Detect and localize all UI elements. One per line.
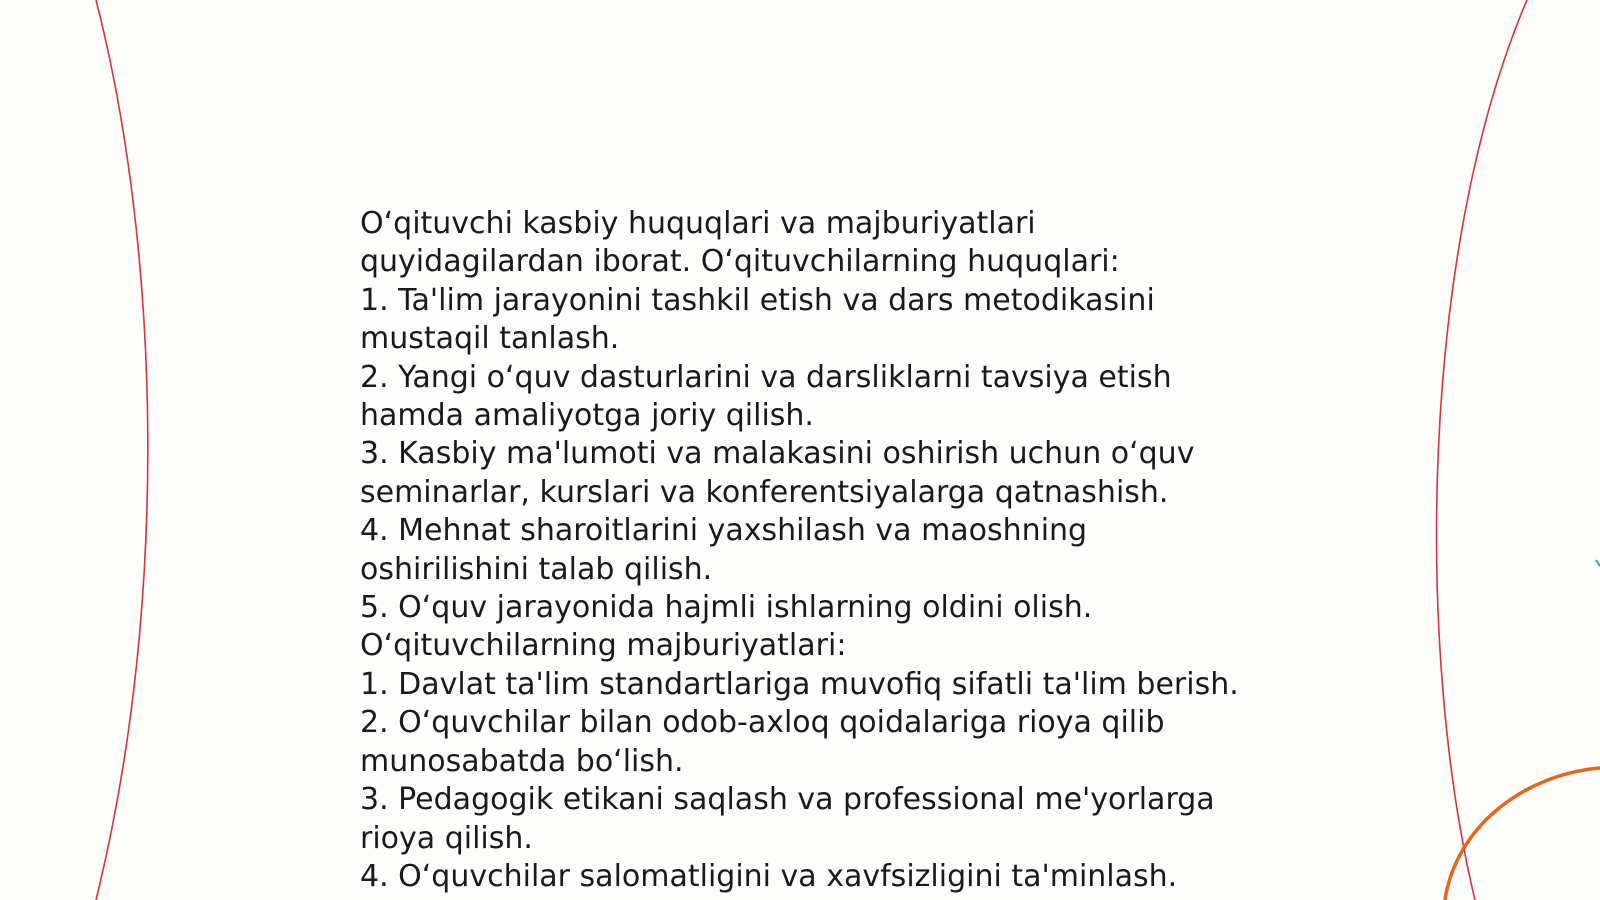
text-line: 4. Oʻquvchilar salomatligini va xavfsizligini ta'minlash.	[360, 858, 1178, 894]
text-line: munosabatda boʻlish.	[360, 743, 684, 779]
text-line: 1. Davlat ta'lim standartlariga muvofiq sifatli ta'lim berish.	[360, 666, 1239, 702]
text-line: rioya qilish.	[360, 820, 533, 856]
text-line: oshirilishini talab qilish.	[360, 551, 713, 587]
text-line: seminarlar, kurslari va konferentsiyalarga qatnashish.	[360, 474, 1169, 510]
text-line: 1. Ta'lim jarayonini tashkil etish va dars metodikasini	[360, 282, 1155, 318]
text-line: Oʻqituvchi kasbiy huquqlari va majburiyatlari	[360, 206, 1036, 241]
text-line: 2. Yangi oʻquv dasturlarini va darsliklarni tavsiya etish	[360, 359, 1172, 395]
left-curve-line	[96, 0, 148, 900]
orange-arc	[1445, 768, 1600, 900]
right-curve-line	[1437, 0, 1527, 900]
text-line: 3. Pedagogik etikani saqlash va professional me'yorlarga	[360, 782, 1215, 818]
text-line: quyidagilardan iborat. Oʻqituvchilarning huquqlari:	[360, 244, 1120, 280]
text-line: 3. Kasbiy ma'lumoti va malakasini oshirish uchun oʻquv	[360, 436, 1195, 472]
text-line: mustaqil tanlash.	[360, 321, 620, 357]
text-line: hamda amaliyotga joriy qilish.	[360, 398, 814, 434]
body-text	[360, 205, 1260, 896]
teal-accent	[1596, 560, 1600, 566]
text-line: Oʻqituvchilarning majburiyatlari:	[360, 628, 847, 664]
text-line: 2. Oʻquvchilar bilan odob-axloq qoidalariga rioya qilib	[360, 705, 1165, 741]
text-line: 4. Mehnat sharoitlarini yaxshilash va maoshning	[360, 513, 1088, 549]
text-line: 5. Oʻquv jarayonida hajmli ishlarning oldini olish.	[360, 590, 1093, 626]
